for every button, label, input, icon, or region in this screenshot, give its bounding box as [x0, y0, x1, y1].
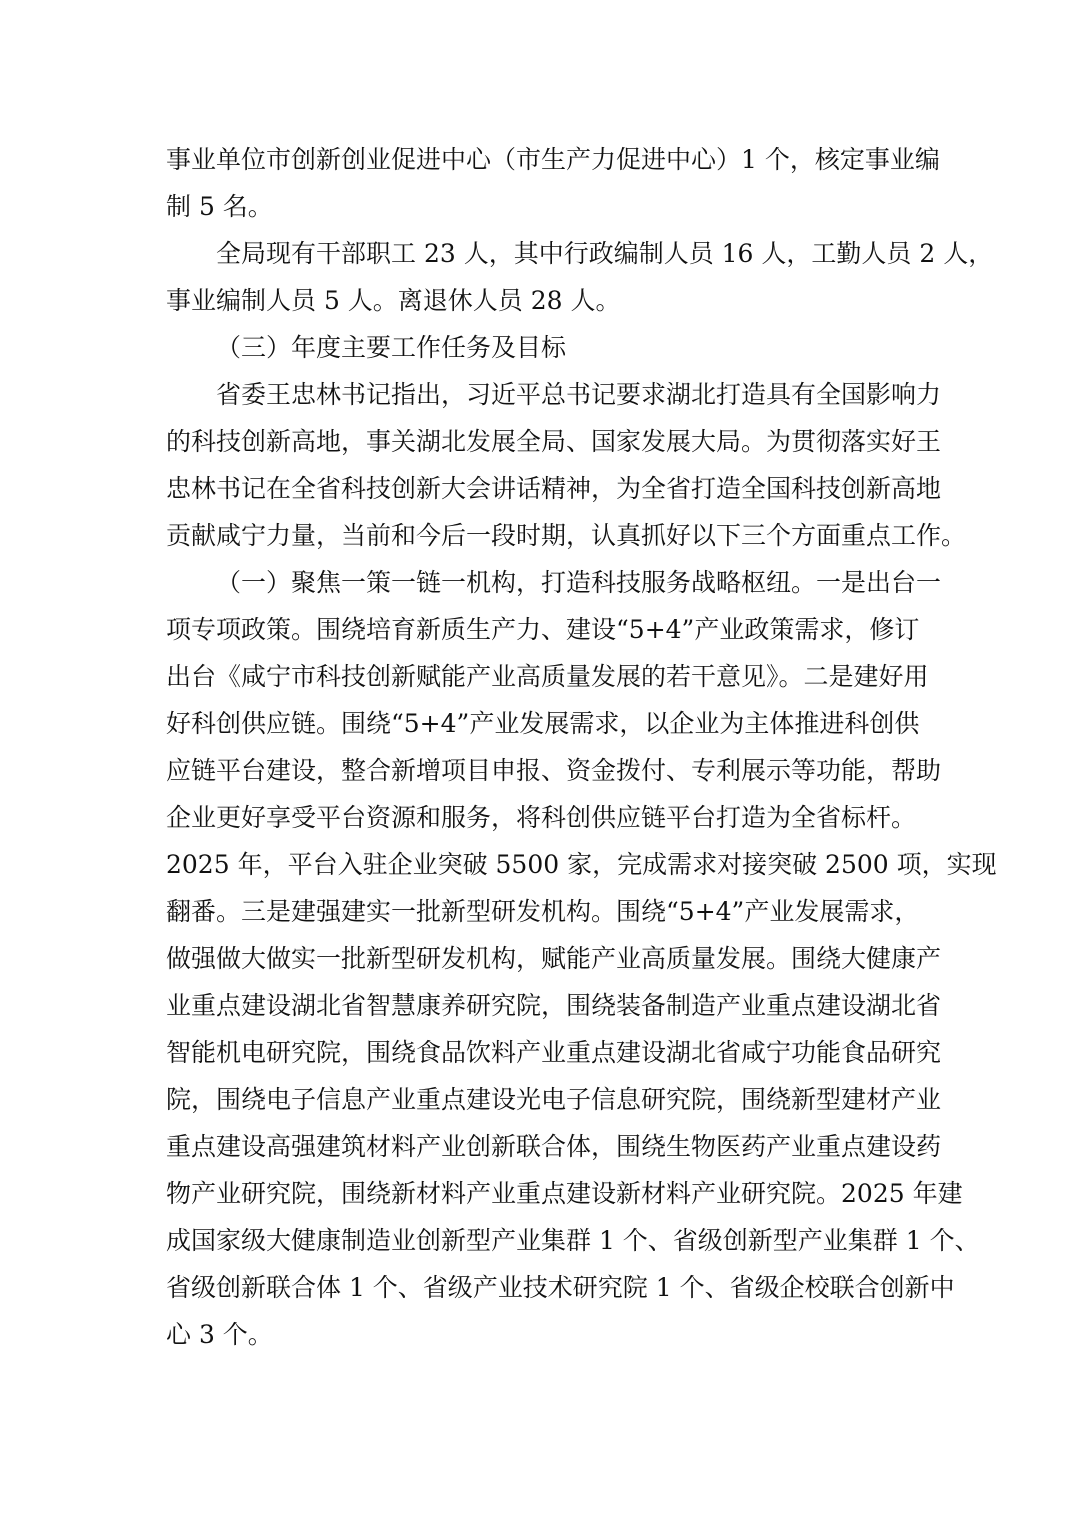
text-line: 制 5 名。: [166, 192, 273, 221]
text-line: 事业单位市创新创业促进中心（市生产力促进中心）1 个，核定事业编: [166, 145, 940, 174]
text-line: 全局现有干部职工 23 人，其中行政编制人员 16 人，工勤人员 2 人，: [216, 239, 994, 268]
text-line: 心 3 个。: [166, 1320, 273, 1349]
text-line: 事业编制人员 5 人。离退休人员 28 人。: [166, 286, 621, 315]
text-line: 院，围绕电子信息产业重点建设光电子信息研究院，围绕新型建材产业: [166, 1085, 942, 1114]
text-line: 做强做大做实一批新型研发机构，赋能产业高质量发展。围绕大健康产: [166, 944, 942, 973]
text-line: 忠林书记在全省科技创新大会讲话精神，为全省打造全国科技创新高地: [166, 474, 942, 503]
text-line: 重点建设高强建筑材料产业创新联合体，围绕生物医药产业重点建设药: [166, 1132, 942, 1161]
document-body: [166, 136, 997, 1358]
text-line: 成国家级大健康制造业创新型产业集群 1 个、省级创新型产业集群 1 个、: [166, 1226, 980, 1255]
section-heading: （三）年度主要工作任务及目标: [216, 333, 567, 362]
text-line: 翻番。三是建强建实一批新型研发机构。围绕“5+4”产业发展需求，: [166, 897, 920, 926]
text-line: 2025 年，平台入驻企业突破 5500 家，完成需求对接突破 2500 项，实现: [166, 850, 997, 879]
text-line: 物产业研究院，围绕新材料产业重点建设新材料产业研究院。2025 年建: [166, 1179, 963, 1208]
text-line: （一）聚焦一策一链一机构，打造科技服务战略枢纽。一是出台一: [216, 568, 942, 597]
text-line: 应链平台建设，整合新增项目申报、资金拨付、专利展示等功能，帮助: [166, 756, 942, 785]
text-line: 好科创供应链。围绕“5+4”产业发展需求，以企业为主体推进科创供: [166, 709, 920, 738]
text-line: 贡献咸宁力量，当前和今后一段时期，认真抓好以下三个方面重点工作。: [166, 521, 967, 550]
text-line: 出台《咸宁市科技创新赋能产业高质量发展的若干意见》。二是建好用: [166, 662, 929, 691]
text-line: 企业更好享受平台资源和服务，将科创供应链平台打造为全省标杆。: [166, 803, 917, 832]
text-line: 业重点建设湖北省智慧康养研究院，围绕装备制造产业重点建设湖北省: [166, 991, 942, 1020]
text-line: 智能机电研究院，围绕食品饮料产业重点建设湖北省咸宁功能食品研究: [166, 1038, 942, 1067]
text-line: 的科技创新高地，事关湖北发展全局、国家发展大局。为贯彻落实好王: [166, 427, 942, 456]
text-line: 省级创新联合体 1 个、省级产业技术研究院 1 个、省级企校联合创新中: [166, 1273, 955, 1302]
text-line: 省委王忠林书记指出，习近平总书记要求湖北打造具有全国影响力: [216, 380, 942, 409]
text-line: 项专项政策。围绕培育新质生产力、建设“5+4”产业政策需求，修订: [166, 615, 920, 644]
